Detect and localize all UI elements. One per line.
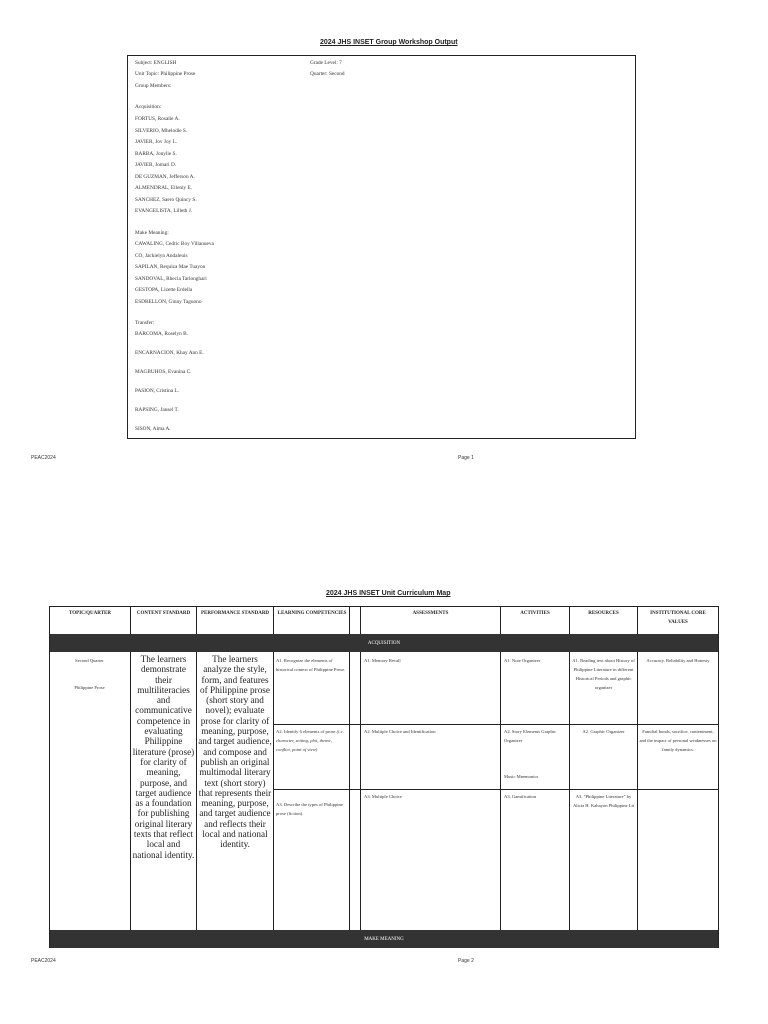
topic-name: Philippine Prose [74, 685, 105, 690]
column-divider [500, 652, 501, 930]
band-make-meaning: MAKE MEANING [49, 930, 719, 948]
resource-a2: A2. Graphic Organizer [582, 729, 625, 734]
column-divider [349, 652, 350, 930]
activity-a3: A3. Gamification [504, 794, 537, 799]
curriculum-map-table [49, 606, 719, 948]
column-divider [637, 606, 638, 634]
member-name: SILVERIO, Mhelodie S. [135, 127, 188, 134]
member-name: JAVIER, Jomari D. [135, 162, 177, 168]
assessment-a1: A1. Memory Recall [364, 658, 401, 663]
member-name: JAVIER, Jov Joy L. [135, 139, 178, 145]
grade-level-label: Grade Level: 7 [310, 60, 342, 66]
page-2-title: 2024 JHS INSET Unit Curriculum Map [326, 590, 451, 597]
workshop-output-box [127, 55, 636, 439]
member-name: ESDRELLON, Ginny Taguono [135, 298, 202, 305]
value-a1: Accuracy, Reliability and Honesty [646, 658, 710, 663]
member-name: ENCARNACION, Khay Ann E. [135, 350, 204, 356]
column-divider [196, 606, 197, 634]
group-label: Transfer: [135, 320, 155, 326]
competency-a1: A1. Recognize the elements of historical context of Philippine Prose. [276, 658, 346, 672]
column-divider [273, 652, 274, 930]
column-divider [130, 652, 131, 930]
column-divider [569, 652, 570, 930]
page-1-title: 2024 JHS INSET Group Workshop Output [320, 39, 458, 46]
column-divider [196, 652, 197, 930]
competency-a2 [276, 727, 346, 754]
subject-label: Subject: ENGLISH [135, 60, 177, 66]
member-name: CO, Jackielyn Andaleuis [135, 252, 188, 259]
assessment-a2: A2. Multiple Choice and Identification [364, 729, 436, 734]
row-divider [273, 724, 718, 725]
column-divider [360, 652, 361, 930]
member-name: SISON, Alma A. [135, 426, 171, 432]
activity-a2: A2. Story Elements Graphic Organizer [504, 729, 557, 743]
header-activities: ACTIVITIES [520, 611, 550, 616]
footer-left: PEAC2024 [31, 455, 56, 461]
member-name: CAWALING, Cedric Boy Villanueva [135, 241, 214, 247]
column-divider [273, 606, 274, 634]
value-a2: Familial bonds, sacrifice, contentment, and the impact of personal weaknesses on family dynamics. [639, 729, 717, 752]
table-border-right [718, 606, 719, 948]
member-name: EVANGELISTA, Lilleth J. [135, 208, 193, 214]
page-number: Page 2 [458, 958, 474, 964]
competency-a2-examples: (i.e. character, setting, plot, theme, conflict, point of view) [276, 729, 344, 752]
page-number: Page 1 [458, 455, 474, 461]
column-divider [637, 652, 638, 930]
group-members-label: Group Members: [135, 83, 172, 89]
column-divider [349, 606, 350, 634]
quarter-label: Quarter: Second [310, 71, 345, 77]
member-name: SANDOVAL, Rhecia Tarlonghari [135, 275, 207, 282]
member-name: SANCHEZ, Saero Quincy S. [135, 196, 197, 203]
member-name: FORTUS, Rosalie A. [135, 116, 180, 122]
header-learning-competencies: LEARNING COMPETENCIES [277, 611, 347, 616]
member-name: ALMENDRAL, Ellenly E. [135, 185, 193, 191]
resource-a1: A1. Reading text about History of Philippine Literature in different Historical Periods and graphic organizer [572, 658, 635, 690]
competency-a2-text: A2. Identify 6 elements of prose [276, 729, 336, 734]
resource-a3: A3. "Philippine Literature" by Alicia H. Kahayon Philippine Lit [572, 794, 635, 808]
member-name: RAPSING, Jansel T. [135, 407, 179, 413]
member-name: DE GUZMAN, Jefferson A. [135, 173, 195, 180]
member-name: MAGBUHOS, Evanina C. [135, 369, 192, 375]
activity-a2-extra: Music Mnemonics [504, 774, 539, 779]
topic-quarter: Second Quarter [75, 658, 104, 663]
header-assessments: ASSESSMENTS [412, 611, 449, 616]
member-name: SAPILAN, Requiza Mae Tuayon [135, 264, 206, 270]
header-performance-standard: PERFORMANCE STANDARD [200, 611, 270, 616]
competency-a3: A3. Describe the types of Philippine prose (fiction). [276, 802, 343, 816]
member-name: BARBA, Jonylie S. [135, 150, 177, 157]
header-topic: TOPIC/QUARTER [69, 611, 111, 616]
member-name: GESTOPA, Lizette Erdella [135, 287, 193, 293]
unit-topic-label: Unit Topic: Philippine Prose [135, 71, 196, 77]
group-label: Acquisition: [135, 104, 162, 110]
member-name: PASION, Cristina L. [135, 388, 179, 394]
row-divider [273, 789, 718, 790]
footer-left: PEAC2024 [31, 958, 56, 964]
assessment-a3: A3. Multiple Choice [364, 794, 402, 799]
performance-standard-text: The learners analyze the style, form, and features of Philippine prose (short story and novel); evaluate prose for clarity of meaning, purpose, and target audience, and compose and publish an original multimodal literary text (short story) that represents their meaning, purpose, and target audience and reflects their local and national identity. [198, 654, 272, 850]
header-content-standard: CONTENT STANDARD [136, 611, 191, 616]
header-resources: RESOURCES [588, 611, 619, 616]
group-label: Make Meaning: [135, 230, 169, 236]
content-standard-text: The learners demonstrate their multiliteracies and communicative competence in evaluating Philippine literature (prose) for clarity of meaning, purpose, and target audience as a foundation for publishing original literary texts that reflect local and national identity. [132, 654, 195, 860]
band-acquisition: ACQUISITION [49, 634, 719, 652]
activity-a1: A1. Note Organizer [504, 658, 541, 663]
member-name: BARCOMA, Roselyn B. [135, 331, 188, 337]
header-core-values: INSTITUTIONAL CORE VALUES [650, 611, 706, 625]
